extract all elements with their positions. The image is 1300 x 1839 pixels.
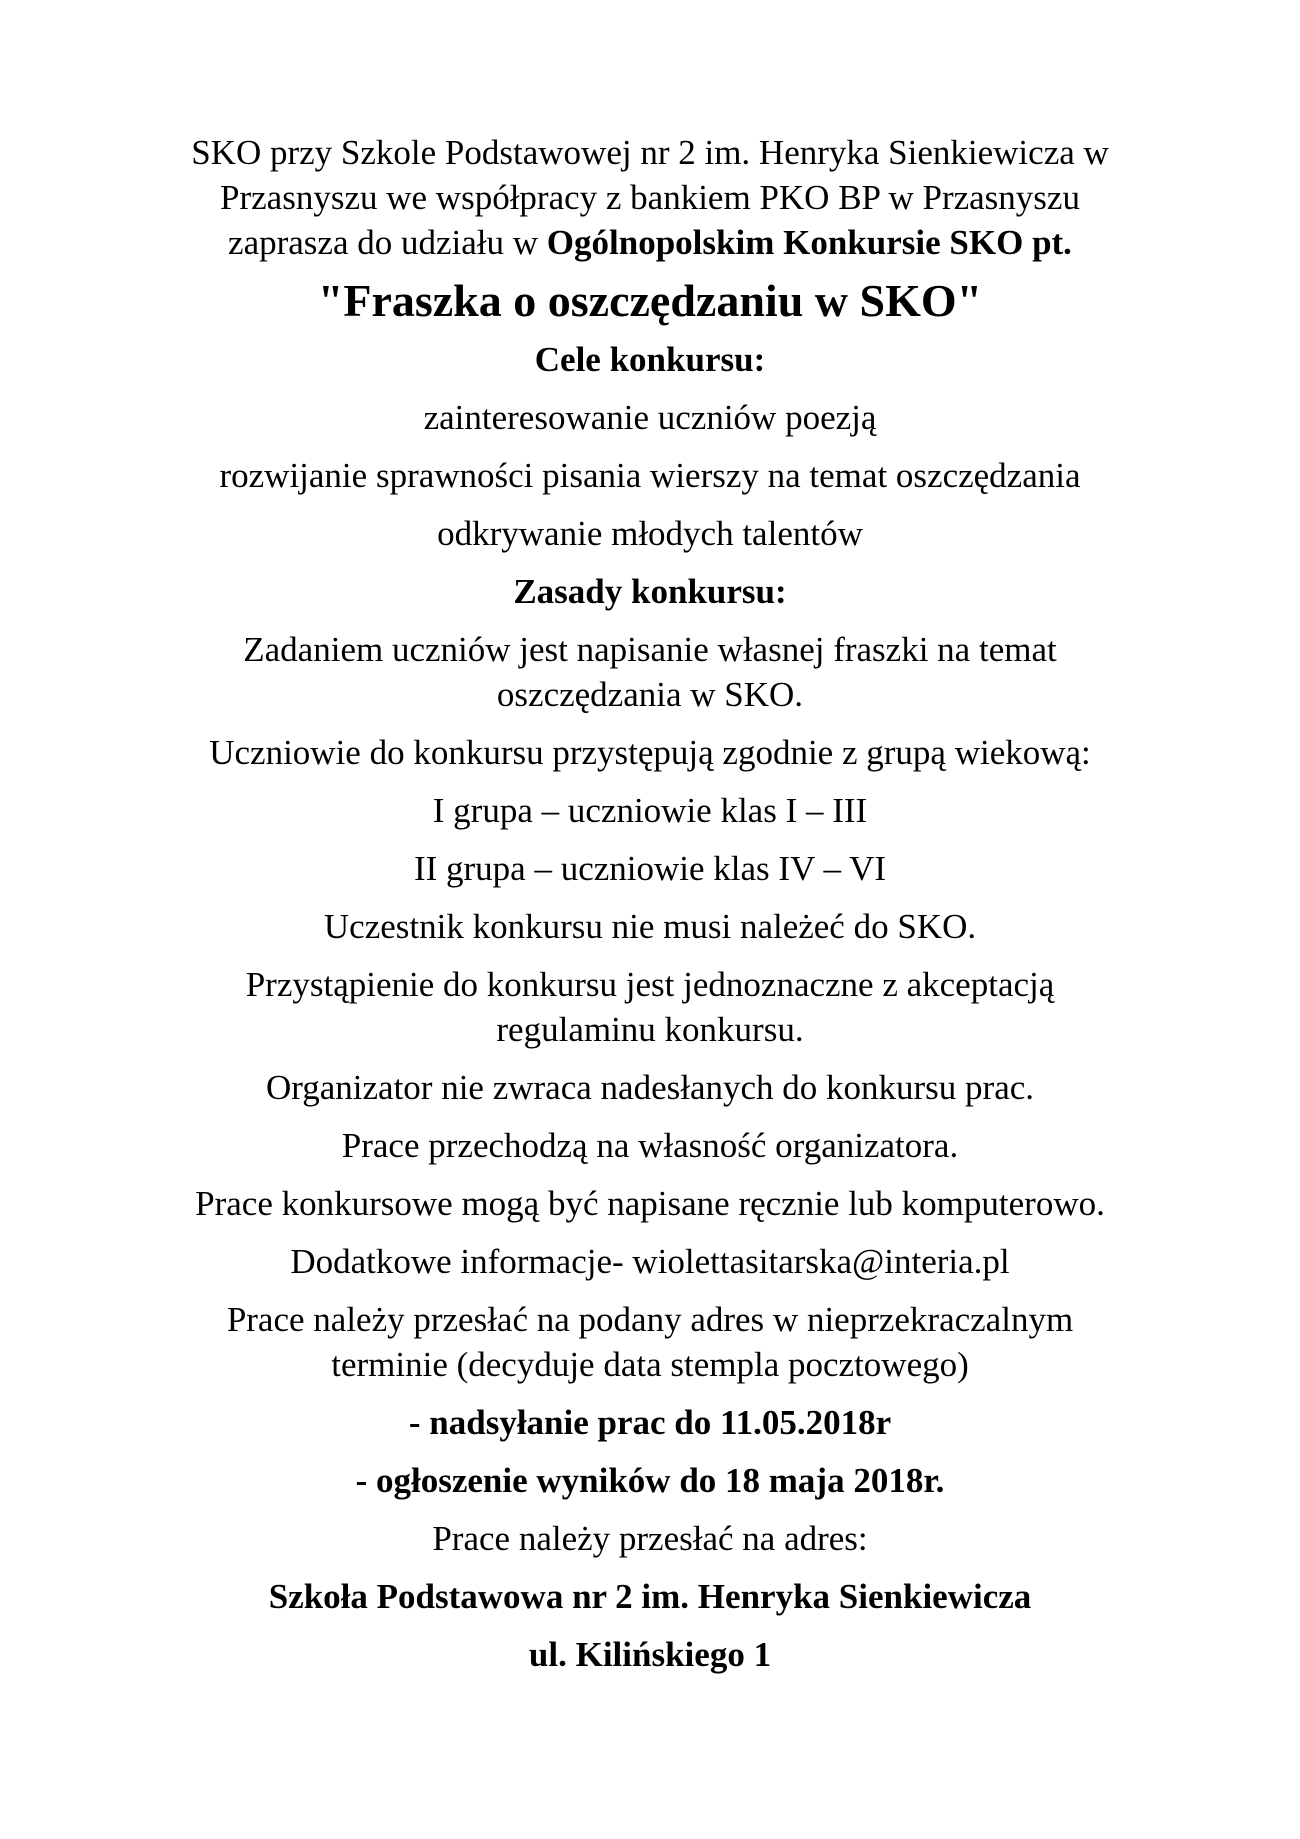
intro-line: Przasnyszu we współpracy z bankiem PKO BP w Przasnyszu — [220, 178, 1080, 217]
rule-membership: Uczestnik konkursu nie musi należeć do SKO. — [323, 907, 977, 946]
intro-line3-prefix: zaprasza do udziału w — [228, 223, 547, 262]
intro-line: SKO przy Szkole Podstawowej nr 2 im. Henryka Sienkiewicza w — [191, 133, 1109, 172]
rule-deadline-note-line: terminie (decyduje data stempla pocztowego) — [331, 1345, 969, 1384]
rule-no-return: Organizator nie zwraca nadesłanych do konkursu prac. — [265, 1068, 1035, 1107]
contest-title: "Fraszka o oszczędzaniu w SKO" — [317, 275, 983, 326]
rule-deadline-note-line: Prace należy przesłać na podany adres w nieprzekraczalnym — [226, 1300, 1074, 1339]
rule-group-2: II grupa – uczniowie klas IV – VI — [413, 849, 887, 888]
rule-contact-info: Dodatkowe informacje- wiolettasitarska@interia.pl — [290, 1242, 1010, 1281]
intro-line — [100, 220, 1200, 265]
rule-task — [100, 627, 1200, 717]
rules-heading: Zasady konkursu: — [513, 572, 787, 611]
rule-deadline-note — [100, 1297, 1200, 1387]
address-school: Szkoła Podstawowa nr 2 im. Henryka Sienkiewicza — [268, 1577, 1032, 1616]
goal-item: odkrywanie młodych talentów — [437, 514, 863, 553]
document-content — [100, 130, 1200, 1690]
address-intro: Prace należy przesłać na adres: — [432, 1519, 868, 1558]
goals-heading: Cele konkursu: — [534, 340, 766, 379]
results-deadline: - ogłoszenie wyników do 18 maja 2018r. — [355, 1461, 945, 1500]
rule-group-1: I grupa – uczniowie klas I – III — [432, 791, 868, 830]
intro-paragraph — [100, 130, 1200, 265]
rule-format: Prace konkursowe mogą być napisane ręcznie lub komputerowo. — [195, 1184, 1105, 1223]
address-street: ul. Kilińskiego 1 — [528, 1635, 772, 1674]
rule-task-line: Zadaniem uczniów jest napisanie własnej fraszki na temat — [243, 630, 1057, 669]
goal-item: zainteresowanie uczniów poezją — [423, 398, 877, 437]
rule-acceptance-line: regulaminu konkursu. — [496, 1010, 804, 1049]
goal-item: rozwijanie sprawności pisania wierszy na temat oszczędzania — [219, 456, 1081, 495]
rule-ownership: Prace przechodzą na własność organizatora. — [341, 1126, 959, 1165]
rule-acceptance — [100, 962, 1200, 1052]
rule-acceptance-line: Przystąpienie do konkursu jest jednoznaczne z akceptacją — [245, 965, 1055, 1004]
rule-age-groups-intro: Uczniowie do konkursu przystępują zgodnie z grupą wiekową: — [209, 733, 1091, 772]
rule-task-line: oszczędzania w SKO. — [496, 675, 804, 714]
intro-contest-name: Ogólnopolskim Konkursie SKO pt. — [546, 223, 1072, 262]
submission-deadline: - nadsyłanie prac do 11.05.2018r — [408, 1403, 892, 1442]
